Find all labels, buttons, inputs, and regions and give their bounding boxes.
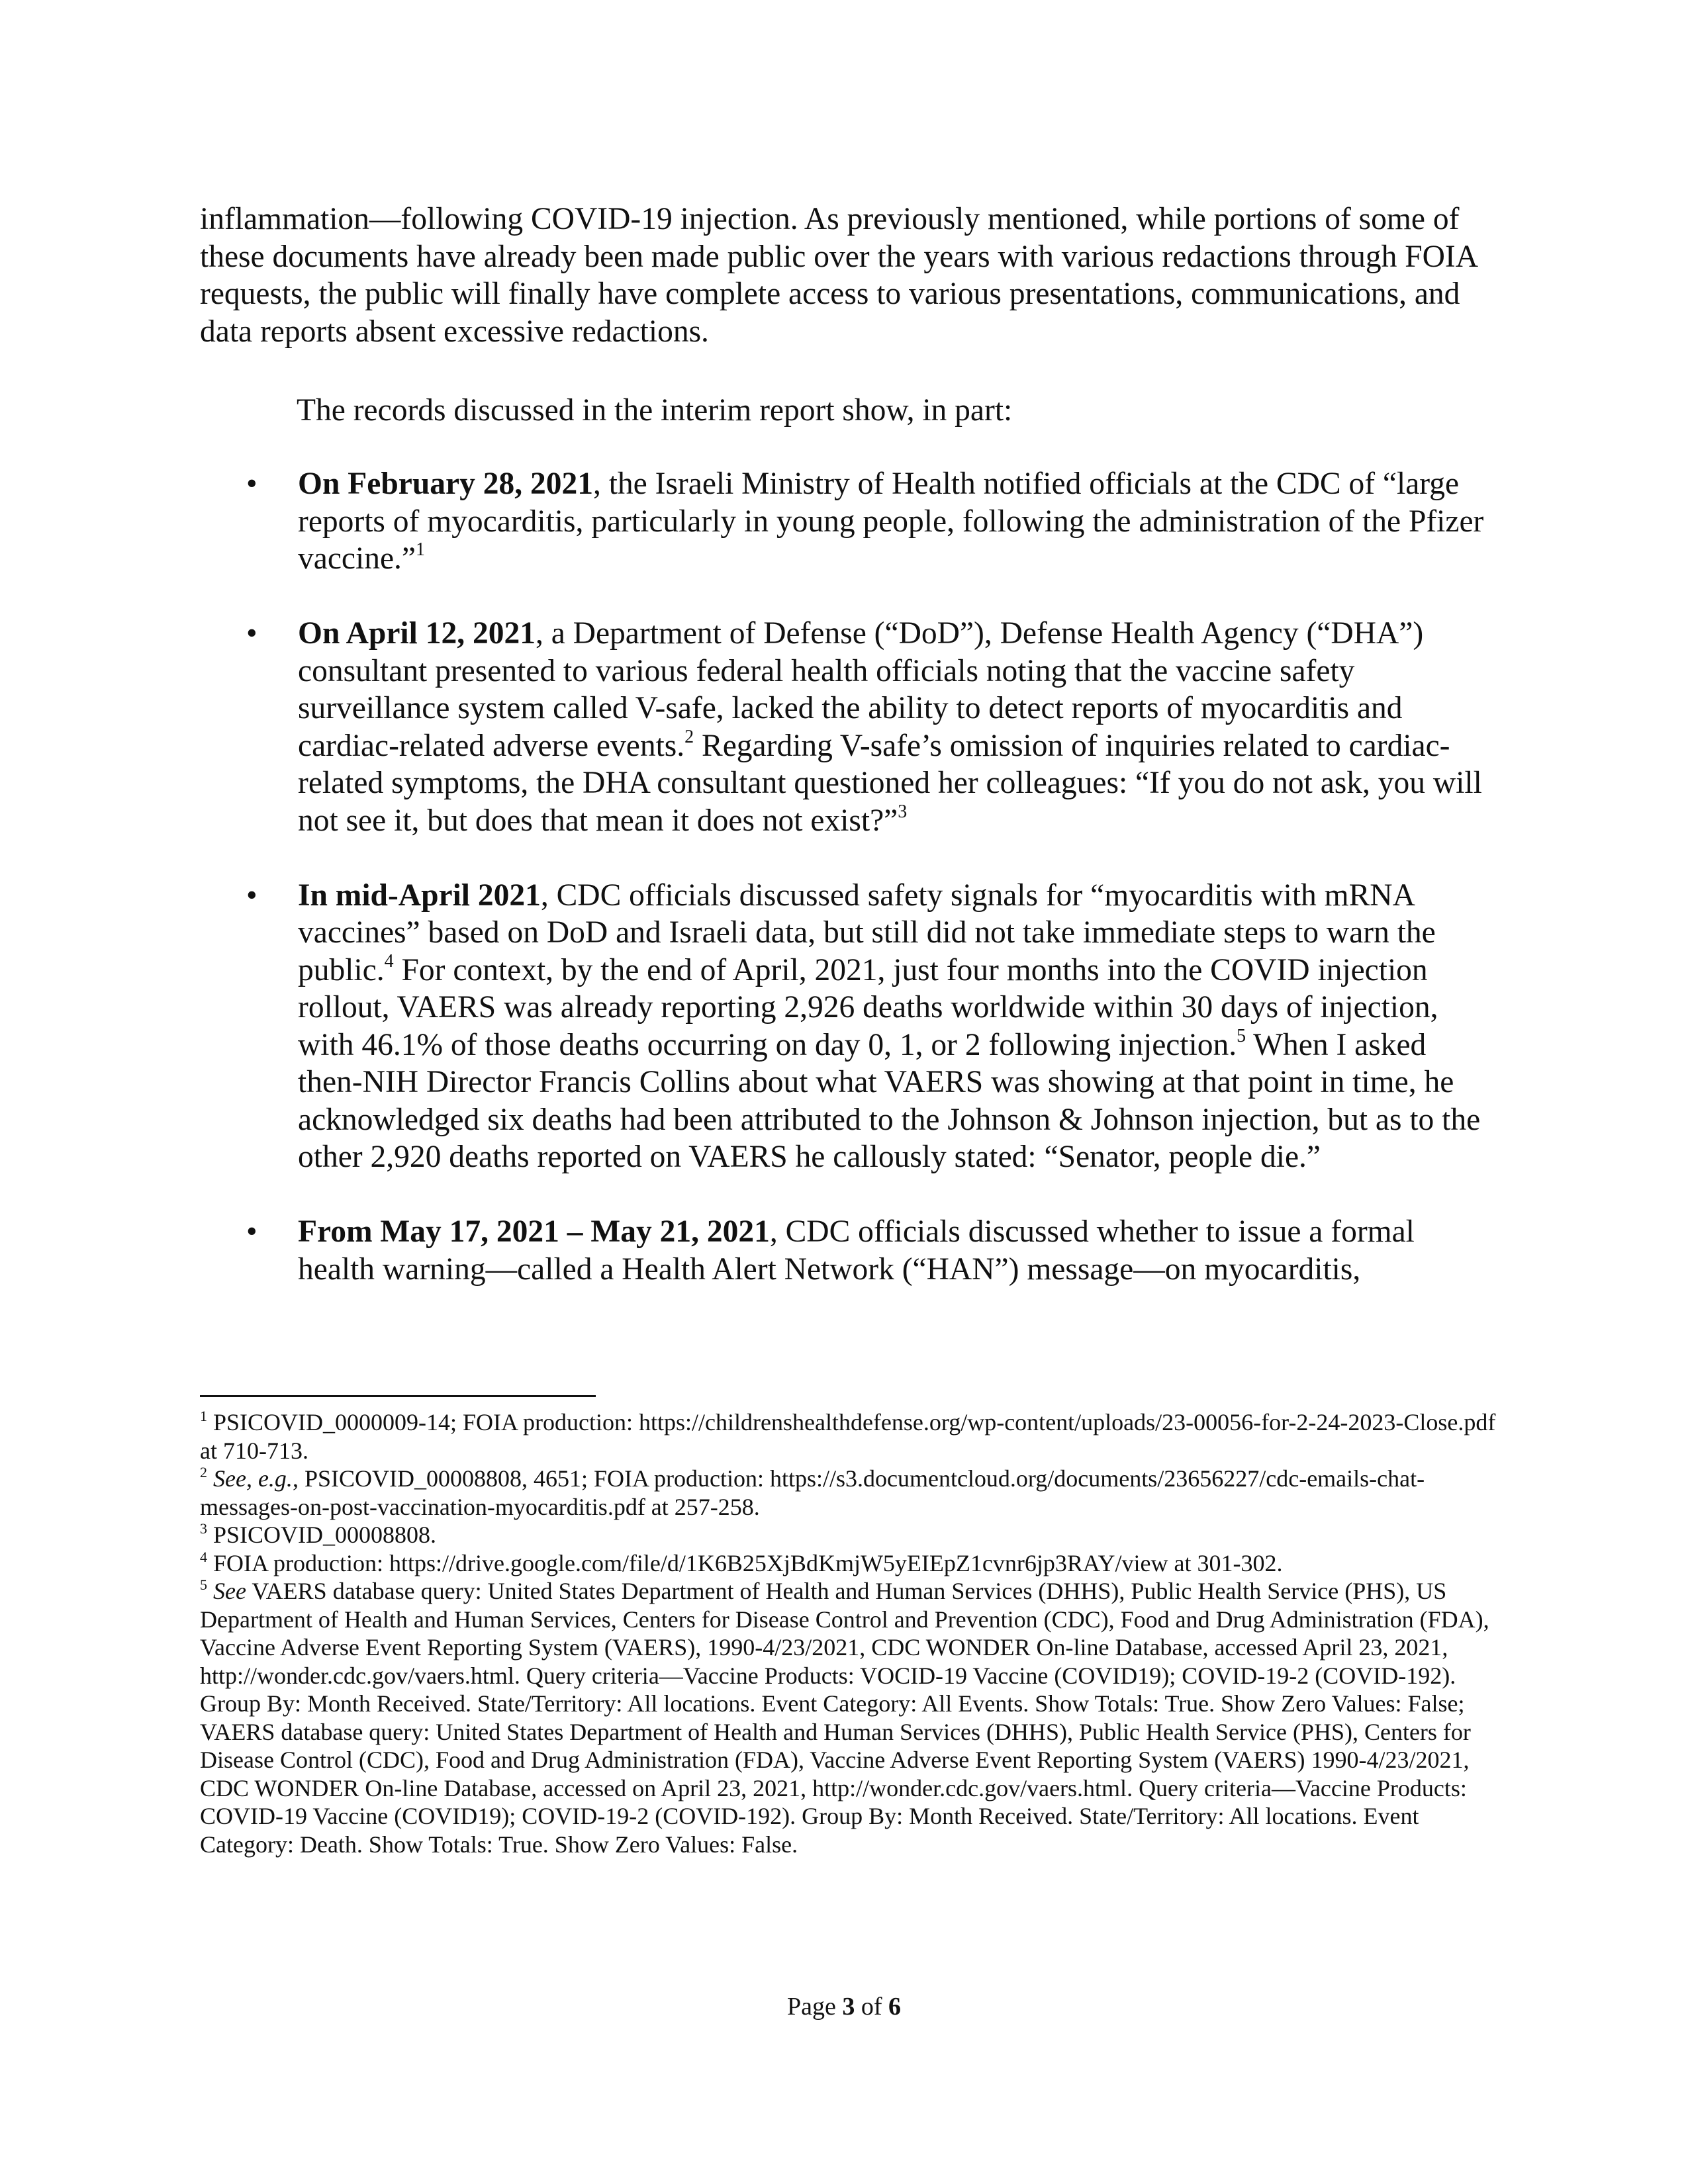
footnote-ref[interactable]: 5 — [1237, 1025, 1246, 1046]
footnote-number: 4 — [200, 1548, 207, 1565]
bullet-text: , CDC officials discussed whether to issue a formal health warning—called a Health Alert Network (“HAN”) message—on myocarditis, — [298, 1214, 1415, 1287]
footnote-signal: See — [213, 1578, 246, 1604]
footnote-text: PSICOVID_0000009-14; FOIA production: https://childrenshealthdefense.org/wp-content/uploads/23-00056-for-2-24-2023-Close.pdf at 710-713. — [200, 1409, 1496, 1464]
page-label: Page — [786, 1993, 843, 2021]
current-page: 3 — [842, 1993, 855, 2021]
footnote-number: 5 — [200, 1576, 207, 1593]
bullet-text: Regarding V-safe’s omission of inquiries related to cardiac-related symptoms, the DHA consultant questioned her colleagues: “If you do not ask, you will not see it, but does that mean it does not exist?” — [298, 728, 1482, 838]
footnote-number: 1 — [200, 1408, 207, 1424]
footnote-number: 3 — [200, 1520, 207, 1537]
footnote-ref[interactable]: 3 — [898, 801, 908, 822]
bullet-text: , CDC officials discussed safety signals for “myocarditis with mRNA vaccines” based on DoD and Israeli data, but still did not take immediate steps to warn the public. — [298, 878, 1436, 987]
bullet-item — [200, 1213, 1497, 1288]
bullet-icon: • — [246, 878, 258, 913]
bullet-item — [200, 877, 1497, 1176]
body-paragraph: inflammation—following COVID-19 injection. As previously mentioned, while portions of some of these documents have already been made public over the years with various redactions through FOIA requests, the public will finally have complete access to various presentations, communications, and data reports absent excessive redactions. — [200, 202, 1477, 349]
bullet-icon: • — [246, 1214, 258, 1249]
bullet-date: From May 17, 2021 – May 21, 2021 — [298, 1214, 770, 1249]
footnote-ref[interactable]: 1 — [416, 539, 425, 560]
footnote — [200, 1465, 1497, 1521]
footnote-text: VAERS database query: United States Department of Health and Human Services (DHHS), Public Health Service (PHS), US Department of Health and Human Services, Centers for Disease Control and Prevention (CDC), Food and Drug Administration (FDA), Vaccine Adverse Event Reporting System (VAERS), 1990-4/23/2021, CDC WONDER On-line Database, accessed April 23, 2021, http://wonder.cdc.gov/vaers.html. Query criteria—Vaccine Products: VOCID-19 Vaccine (COVID19); COVID-19-2 (COVID-192). Group By: Month Received. State/Territory: All locations. Event Category: All Events. Show Totals: True. Show Zero Values: False; VAERS database query: United States Department of Health and Human Services (DHHS), Public Health Service (PHS), Centers for Disease Control (CDC), Food and Drug Administration (FDA), Vaccine Adverse Event Reporting System (VAERS) 1990-4/23/2021, CDC WONDER On-line Database, accessed on April 23, 2021, http://wonder.cdc.gov/vaers.html. Query criteria—Vaccine Products: COVID-19 Vaccine (COVID19); COVID-19-2 (COVID-192). Group By: Month Received. State/Territory: All locations. Event Category: Death. Show Totals: True. Show Zero Values: False. — [200, 1578, 1489, 1858]
footnote — [200, 1549, 1497, 1578]
bullet-text: , the Israeli Ministry of Health notified officials at the CDC of “large reports of myocarditis, particularly in young people, following the administration of the Pfizer vaccine.” — [298, 467, 1484, 576]
bullet-list — [200, 465, 1497, 1326]
bullet-item — [200, 615, 1497, 839]
page-number-footer — [0, 1992, 1688, 2021]
bullet-text: , a Department of Defense (“DoD”), Defense Health Agency (“DHA”) consultant presented to various federal health officials noting that the vaccine safety surveillance system called V-safe, lacked the ability to detect reports of myocarditis and cardiac-related adverse events. — [298, 616, 1424, 763]
bullet-icon: • — [246, 616, 258, 651]
footnotes — [200, 1408, 1497, 1858]
footnote-text: PSICOVID_00008808. — [207, 1522, 437, 1548]
footnote-number: 2 — [200, 1464, 207, 1480]
footnote-text: , PSICOVID_00008808, 4651; FOIA production: https://s3.documentcloud.org/documents/23656227/cdc-emails-chat-messages-on-post-vaccination-myocarditis.pdf at 257-258. — [200, 1465, 1425, 1520]
footnote-ref[interactable]: 4 — [384, 950, 394, 972]
bullet-text: When I asked then-NIH Director Francis Collins about what VAERS was showing at that point in time, he acknowledged six deaths had been attributed to the Johnson & Johnson injection, but as to the other 2,920 deaths reported on VAERS he callously stated: “Senator, people die.” — [298, 1027, 1481, 1174]
bullet-date: In mid-April 2021 — [298, 878, 541, 913]
footnote-separator — [200, 1395, 596, 1397]
page-of-label: of — [855, 1993, 889, 2021]
footnote-text: FOIA production: https://drive.google.com/file/d/1K6B25XjBdKmjW5yEIEpZ1cvnr6jp3RAY/view at 301-302. — [207, 1549, 1283, 1576]
bullet-date: On April 12, 2021 — [298, 616, 536, 651]
footnote — [200, 1521, 1497, 1549]
footnote-signal: See, e.g. — [213, 1465, 293, 1492]
bullet-icon: • — [246, 467, 258, 501]
body-paragraph-intro: The records discussed in the interim report show, in part: — [297, 393, 1013, 428]
total-pages: 6 — [888, 1993, 902, 2021]
footnote-ref[interactable]: 2 — [684, 726, 694, 747]
bullet-text: For context, by the end of April, 2021, just four months into the COVID injection rollout, VAERS was already reporting 2,926 deaths worldwide within 30 days of injection, with 46.1% of those deaths occurring on day 0, 1, or 2 following injection. — [298, 952, 1438, 1062]
bullet-date: On February 28, 2021 — [298, 467, 593, 501]
footnote — [200, 1577, 1497, 1858]
bullet-item — [200, 465, 1497, 578]
footnote — [200, 1408, 1497, 1465]
